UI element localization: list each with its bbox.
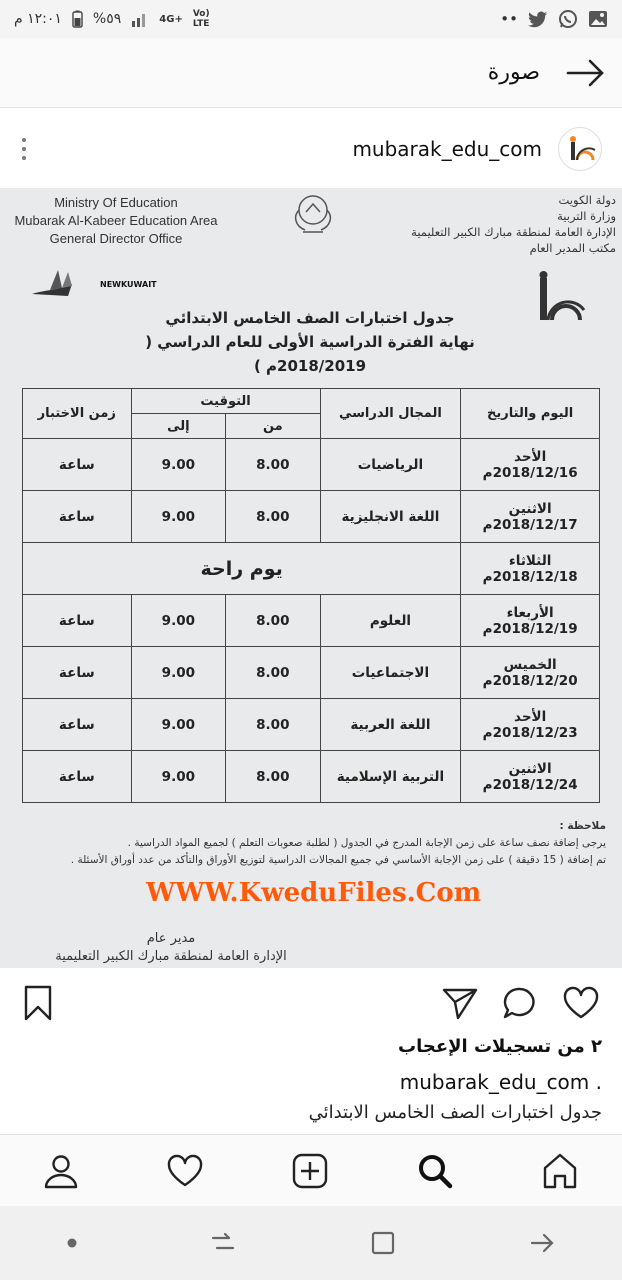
post-actions bbox=[0, 974, 622, 1032]
status-bar bbox=[0, 0, 622, 38]
home-square-icon[interactable] bbox=[369, 1229, 397, 1257]
english-header-line-3: General Director Office bbox=[49, 231, 183, 246]
caption-text: جدول اختبارات الصف الخامس الابتدائي bbox=[308, 1102, 602, 1123]
english-header-line-2: Mubarak Al-Kabeer Education Area bbox=[14, 213, 218, 228]
header-from: من bbox=[226, 414, 320, 439]
day-date-cell: الخميس 2018/12/20م bbox=[461, 647, 600, 699]
new-post-icon[interactable] bbox=[291, 1152, 329, 1190]
arabic-header-line-2: وزارة التربية bbox=[557, 209, 616, 223]
duration-cell: ساعة bbox=[23, 751, 132, 803]
action-group bbox=[442, 986, 600, 1020]
table-header-row bbox=[23, 389, 600, 414]
website-watermark: WWW.KweduFiles.Com bbox=[146, 878, 482, 908]
caption-username[interactable]: mubarak_edu_com . bbox=[399, 1070, 602, 1094]
table-row bbox=[23, 595, 600, 647]
table-row bbox=[23, 491, 600, 543]
likes-count[interactable]: ٢ من تسجيلات الإعجاب bbox=[398, 1036, 602, 1057]
nav-dot-icon[interactable] bbox=[66, 1237, 78, 1249]
duration-cell: ساعة bbox=[23, 439, 132, 491]
new-kuwait-brand: NEWKUWAIT bbox=[100, 280, 157, 289]
subject-cell: الرياضيات bbox=[320, 439, 461, 491]
arabic-header bbox=[386, 192, 616, 256]
document-header bbox=[0, 188, 622, 308]
table-row bbox=[23, 699, 600, 751]
document-title-line-1: جدول اختبارات الصف الخامس الابتدائي bbox=[165, 309, 455, 327]
duration-cell: ساعة bbox=[23, 699, 132, 751]
heart-icon[interactable] bbox=[562, 986, 600, 1020]
mubarak-area-logo-icon bbox=[534, 270, 594, 326]
more-dots-icon: •• bbox=[500, 10, 518, 28]
to-cell: 9.00 bbox=[131, 699, 225, 751]
bottom-navigation bbox=[0, 1134, 622, 1206]
table-row bbox=[23, 647, 600, 699]
network-text: 4G+ bbox=[159, 13, 183, 25]
status-left bbox=[14, 9, 219, 29]
from-cell: 8.00 bbox=[226, 439, 320, 491]
from-cell: 8.00 bbox=[226, 751, 320, 803]
subject-cell: العلوم bbox=[320, 595, 461, 647]
new-kuwait-logo bbox=[30, 264, 170, 304]
to-cell: 9.00 bbox=[131, 595, 225, 647]
battery-icon bbox=[72, 10, 83, 28]
duration-cell: ساعة bbox=[23, 595, 132, 647]
day-date-cell: الأحد 2018/12/23م bbox=[461, 699, 600, 751]
recent-apps-icon[interactable] bbox=[209, 1229, 237, 1257]
rest-day-cell: يوم راحة bbox=[23, 543, 461, 595]
header-day-date: اليوم والتاريخ bbox=[461, 389, 600, 439]
back-arrow-icon[interactable] bbox=[566, 59, 606, 87]
day-date-cell: الثلاثاء 2018/12/18م bbox=[461, 543, 600, 595]
profile-icon[interactable] bbox=[43, 1153, 79, 1189]
day-date-cell: الأربعاء 2018/12/19م bbox=[461, 595, 600, 647]
more-options-icon[interactable] bbox=[22, 138, 26, 160]
table-row bbox=[23, 439, 600, 491]
header-duration: زمن الاختبار bbox=[23, 389, 132, 439]
signal-icon bbox=[131, 11, 149, 27]
post-image[interactable] bbox=[0, 188, 622, 968]
school-logo-icon bbox=[563, 132, 597, 166]
table-row bbox=[23, 751, 600, 803]
kuwait-crest-icon bbox=[288, 188, 338, 240]
time-text: ١٢:٠١ م bbox=[14, 11, 62, 27]
signature-block bbox=[26, 930, 316, 966]
notes-title: ملاحظة : bbox=[559, 820, 606, 832]
avatar[interactable] bbox=[558, 127, 602, 171]
status-right bbox=[500, 9, 608, 29]
page-title: صورة bbox=[487, 60, 540, 85]
header-to: إلى bbox=[131, 414, 225, 439]
volte-text: Vo) LTE bbox=[192, 9, 210, 29]
to-cell: 9.00 bbox=[131, 751, 225, 803]
arabic-header-line-1: دولة الكويت bbox=[558, 193, 616, 207]
battery-text: %٥٩ bbox=[92, 11, 122, 27]
duration-cell: ساعة bbox=[23, 647, 132, 699]
subject-cell: الاجتماعيات bbox=[320, 647, 461, 699]
header-timing: التوقيت bbox=[131, 389, 320, 414]
search-icon[interactable] bbox=[416, 1152, 454, 1190]
subject-cell: اللغة العربية bbox=[320, 699, 461, 751]
duration-cell: ساعة bbox=[23, 491, 132, 543]
twitter-icon bbox=[528, 11, 548, 28]
document-title bbox=[110, 306, 510, 378]
note-item-1: يرجى إضافة نصف ساعة على زمن الإجابة المدرج في الجدول ( لطلبة صعوبات التعلم ) لجميع المواد الدراسية . bbox=[127, 837, 606, 849]
note-item-2: تم إضافة ( 15 دقيقة ) على زمن الإجابة الأساسي في جميع المجالات الدراسية لتوزيع الأوراق والتأكد من عدد أوراق الأسئلة . bbox=[70, 854, 606, 866]
arabic-header-line-4: مكتب المدير العام bbox=[529, 241, 616, 255]
back-nav-icon[interactable] bbox=[528, 1229, 556, 1257]
english-header bbox=[6, 194, 226, 248]
whatsapp-icon bbox=[558, 9, 578, 29]
header-subject: المجال الدراسي bbox=[320, 389, 461, 439]
image-icon bbox=[588, 10, 608, 28]
from-cell: 8.00 bbox=[226, 699, 320, 751]
post-username[interactable]: mubarak_edu_com bbox=[352, 137, 542, 161]
subject-cell: اللغة الانجليزية bbox=[320, 491, 461, 543]
home-icon[interactable] bbox=[541, 1152, 579, 1190]
table-row bbox=[23, 543, 600, 595]
to-cell: 9.00 bbox=[131, 439, 225, 491]
share-icon[interactable] bbox=[442, 986, 478, 1020]
bookmark-icon[interactable] bbox=[22, 985, 54, 1021]
exam-schedule-table bbox=[22, 388, 600, 803]
signature-line-2: الإدارة العامة لمنطقة مبارك الكبير التعليمية bbox=[55, 949, 287, 964]
from-cell: 8.00 bbox=[226, 647, 320, 699]
system-navigation bbox=[0, 1206, 622, 1280]
to-cell: 9.00 bbox=[131, 647, 225, 699]
post-header bbox=[0, 115, 622, 183]
notes-section bbox=[24, 818, 606, 869]
english-header-line-1: Ministry Of Education bbox=[54, 195, 178, 210]
from-cell: 8.00 bbox=[226, 491, 320, 543]
day-date-cell: الاثنين 2018/12/17م bbox=[461, 491, 600, 543]
arabic-header-line-3: الإدارة العامة لمنطقة مبارك الكبير التعليمية bbox=[411, 225, 616, 239]
day-date-cell: الاثنين 2018/12/24م bbox=[461, 751, 600, 803]
activity-heart-icon[interactable] bbox=[166, 1154, 204, 1188]
document-title-line-2: نهاية الفترة الدراسية الأولى للعام الدراسي ( 2018/2019م ) bbox=[145, 333, 475, 375]
subject-cell: التربية الإسلامية bbox=[320, 751, 461, 803]
from-cell: 8.00 bbox=[226, 595, 320, 647]
day-date-cell: الأحد 2018/12/16م bbox=[461, 439, 600, 491]
app-bar bbox=[0, 38, 622, 108]
comment-icon[interactable] bbox=[502, 986, 538, 1020]
signature-line-1: مدير عام bbox=[146, 931, 196, 946]
to-cell: 9.00 bbox=[131, 491, 225, 543]
